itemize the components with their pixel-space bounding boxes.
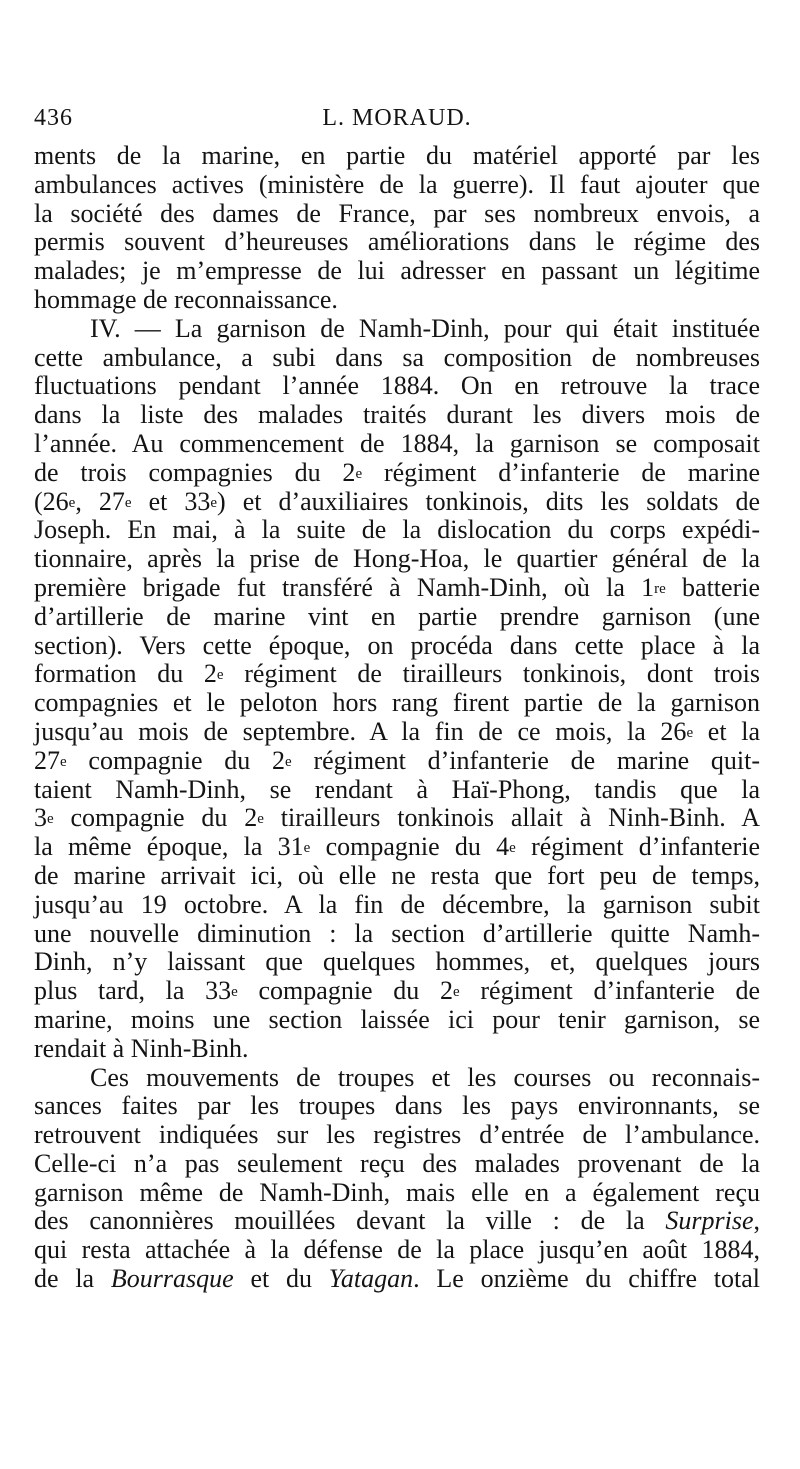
italic-ship-name: Bourrasque <box>110 1264 234 1294</box>
text-line: jusqu’au 19 octobre. A la fin de décembre, la garnison subit <box>34 889 760 919</box>
text-line: compagnies et le peloton hors rang firent partie de la garnison <box>34 688 760 718</box>
text-line: Joseph. En mai, à la suite de la dislocation du corps expédi- <box>34 515 760 545</box>
text-line: Dinh, n’y laissant que quelques hommes, et, quelques jours <box>34 947 760 977</box>
ordinal-superscript: e <box>60 753 67 770</box>
text-line: retrouvent indiquées sur les registres d’entrée de l’ambulance. <box>34 1120 760 1150</box>
text-line: hommage de reconnaissance. <box>34 284 338 314</box>
text-line: Ces mouvements de troupes et les courses ou reconnais- <box>90 1062 760 1092</box>
body-text <box>34 142 760 1294</box>
text-line: rendait à Ninh-Binh. <box>34 1033 249 1063</box>
text-line: première brigade fut transféré à Namh-Dinh, où la 1re batterie <box>34 572 760 602</box>
text-line: malades; je m’empresse de lui adresser en passant un légitime <box>34 256 760 286</box>
page-number: 436 <box>34 105 73 131</box>
text-line: cette ambulance, a subi dans sa composition de nombreuses <box>34 342 760 372</box>
text-line: section). Vers cette époque, on procéda dans cette place à la <box>34 630 760 660</box>
text-line: une nouvelle diminution : la section d’artillerie quitte Namh- <box>34 918 760 948</box>
text-line: des canonnières mouillées devant la ville : de la Surprise, <box>34 1206 760 1236</box>
text-line: 3e compagnie du 2e tirailleurs tonkinois allait à Ninh-Binh. A <box>34 803 760 833</box>
text-line: qui resta attachée à la défense de la place jusqu’en août 1884, <box>34 1235 760 1265</box>
text-line: Celle-ci n’a pas seulement reçu des malades provenant de la <box>34 1148 760 1178</box>
ordinal-superscript: e <box>210 494 218 511</box>
text-line: (26e, 27e et 33e) et d’auxiliaires tonkinois, dits les soldats de <box>34 486 761 516</box>
text-line: tionnaire, après la prise de Hong-Hoa, le quartier général de la <box>34 544 760 574</box>
text-line: IV. — La garnison de Namh-Dinh, pour qui était instituée <box>90 313 760 343</box>
page-header <box>34 100 760 136</box>
text-line: d’artillerie de marine vint en partie prendre garnison (une <box>34 601 760 631</box>
text-line: taient Namh-Dinh, se rendant à Haï-Phong, tandis que la <box>34 774 760 804</box>
text-line: fluctuations pendant l’année 1884. On en retrouve la trace <box>34 371 760 401</box>
running-head: L. MORAUD. <box>322 105 472 131</box>
italic-ship-name: Surprise <box>665 1206 754 1236</box>
text-line: la même époque, la 31e compagnie du 4e régiment d’infanterie <box>34 832 760 862</box>
text-line: ments de la marine, en partie du matériel apporté par les <box>34 141 760 170</box>
ordinal-superscript: e <box>453 984 460 1001</box>
ordinal-superscript: e <box>285 753 292 770</box>
text-line: marine, moins une section laissée ici pour tenir garnison, se <box>34 1004 760 1034</box>
text-line: l’année. Au commencement de 1884, la garnison se composait <box>34 428 760 458</box>
ordinal-superscript: e <box>509 840 516 857</box>
text-line: 27e compagnie du 2e régiment d’infanterie de marine quit- <box>34 745 760 775</box>
text-line: plus tard, la 33e compagnie du 2e régiment d’infanterie de <box>34 976 760 1006</box>
ordinal-superscript: e <box>303 840 311 857</box>
text-line: ambulances actives (ministère de la guerre). Il faut ajouter que <box>34 169 760 199</box>
ordinal-superscript: e <box>231 984 238 1001</box>
text-line: dans la liste des malades traités durant les divers mois de <box>34 400 760 430</box>
text-line: sances faites par les troupes dans les pays environnants, se <box>34 1091 760 1121</box>
text-line: jusqu’au mois de septembre. A la fin de ce mois, la 26e et la <box>34 716 760 746</box>
ordinal-superscript: e <box>686 724 694 741</box>
text-line: formation du 2e régiment de tirailleurs tonkinois, dont trois <box>34 659 760 689</box>
text-line: la société des dames de France, par ses nombreux envois, a <box>34 198 760 228</box>
ordinal-superscript: e <box>47 811 54 828</box>
text-line: de trois compagnies du 2e régiment d’infanterie de marine <box>34 457 760 487</box>
ordinal-superscript: re <box>654 580 666 597</box>
text-line: de marine arrivait ici, où elle ne resta que fort peu de temps, <box>34 860 760 890</box>
italic-ship-name: Yatagan <box>328 1264 414 1294</box>
ordinal-superscript: e <box>216 667 224 684</box>
text-line: permis souvent d’heureuses améliorations dans le régime des <box>34 227 760 257</box>
text-line: garnison même de Namh-Dinh, mais elle en a également reçu <box>34 1177 760 1207</box>
ordinal-superscript: e <box>355 465 363 482</box>
ordinal-superscript: e <box>124 494 132 511</box>
text-line: de la Bourrasque et du Yatagan. Le onzième du chiffre total <box>34 1264 761 1294</box>
ordinal-superscript: e <box>257 811 264 828</box>
ordinal-superscript: e <box>68 494 76 511</box>
